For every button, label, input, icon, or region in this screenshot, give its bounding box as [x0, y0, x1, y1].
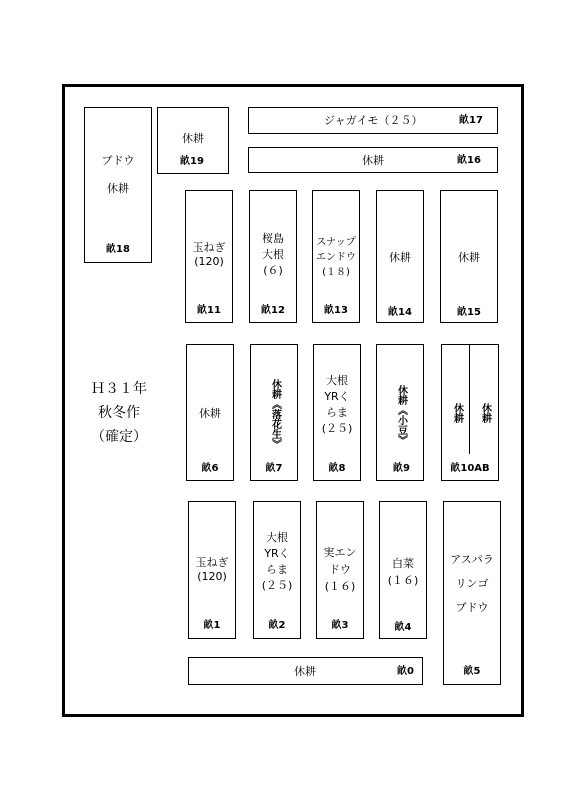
plot-8[interactable]	[313, 344, 361, 481]
plot-2-number: 畝2	[268, 620, 286, 631]
plot-12-crop: 桜島 大根 (６)	[262, 232, 284, 277]
plot-5-crop: アスパラ リンゴ ブドウ	[450, 553, 494, 615]
plot-11-number: 畝11	[197, 305, 221, 316]
plot-13-number: 畝13	[324, 305, 348, 316]
plot-12-number: 畝12	[261, 305, 285, 316]
plot-7[interactable]	[250, 344, 298, 481]
plot-4-crop: 白菜 (１６)	[387, 557, 419, 587]
plot-5-number: 畝5	[463, 666, 481, 677]
plot-15-number: 畝15	[457, 307, 481, 318]
plot-16-number: 畝16	[457, 155, 481, 166]
plot-12[interactable]	[249, 190, 297, 323]
page-title: Ｈ３１年 秋冬作 （確定）	[91, 381, 147, 445]
plot-9-number: 畝9	[393, 463, 410, 474]
plot-14[interactable]	[376, 190, 424, 323]
plot-17[interactable]	[248, 107, 498, 134]
plot-1-crop: 玉ねぎ (120)	[195, 556, 229, 583]
plot-3-number: 畝3	[331, 620, 349, 631]
plot-11[interactable]	[185, 190, 233, 323]
plot-0-crop: 休耕	[294, 665, 316, 678]
plot-15-crop: 休耕	[458, 251, 480, 264]
plot-17-crop: ジャガイモ（２５）	[324, 114, 423, 127]
plot-19-number: 畝19	[180, 156, 204, 167]
plot-14-crop: 休耕	[389, 251, 411, 264]
plot-0[interactable]	[188, 657, 423, 685]
plot-16[interactable]	[248, 147, 498, 173]
plot-13-crop: スナップ エンドウ (１８)	[316, 237, 356, 278]
plot-11-crop: 玉ねぎ (120)	[192, 241, 226, 268]
plot-15[interactable]	[440, 190, 498, 323]
plot-10-number: 畝10AB	[450, 463, 490, 474]
plot-2[interactable]	[253, 501, 301, 639]
plot-6[interactable]	[186, 344, 234, 481]
plot-18-crop: ブドウ 休耕	[101, 154, 135, 195]
plot-5[interactable]	[443, 501, 501, 685]
plot-2-crop: 大根 YRく らま (２５)	[261, 531, 293, 592]
plot-14-number: 畝14	[388, 307, 412, 318]
plot-19[interactable]	[157, 107, 229, 174]
plot-3[interactable]	[316, 501, 364, 639]
plot-9[interactable]	[376, 344, 424, 481]
plot-18[interactable]	[84, 107, 152, 263]
plot-3-crop: 実エン ドウ (１６)	[323, 546, 357, 594]
plot-8-crop: 大根 YRく らま (２５)	[321, 374, 353, 435]
plot-9-crop: 休耕《小豆》	[395, 385, 407, 445]
plot-1[interactable]	[188, 501, 236, 639]
plot-13[interactable]	[312, 190, 360, 323]
plot-4-number: 畝4	[394, 622, 412, 633]
plot-7-number: 畝7	[265, 463, 283, 474]
plot-16-crop: 休耕	[362, 154, 384, 167]
plot-6-crop: 休耕	[199, 407, 221, 420]
plot-19-crop: 休耕	[182, 132, 204, 145]
plot-10-divider	[469, 345, 470, 454]
plot-4[interactable]	[379, 501, 427, 639]
plot-10[interactable]	[441, 344, 499, 481]
plot-10b-crop: 休耕	[479, 403, 491, 423]
plot-1-number: 畝1	[203, 620, 221, 631]
plot-18-number: 畝18	[106, 244, 130, 255]
plot-6-number: 畝6	[201, 463, 219, 474]
plot-10a-crop: 休耕	[451, 403, 463, 423]
plot-0-number: 畝0	[397, 666, 414, 677]
plot-7-crop: 休耕《落花生》	[269, 379, 281, 449]
plot-8-number: 畝8	[328, 463, 346, 474]
plot-17-number: 畝17	[459, 115, 483, 126]
